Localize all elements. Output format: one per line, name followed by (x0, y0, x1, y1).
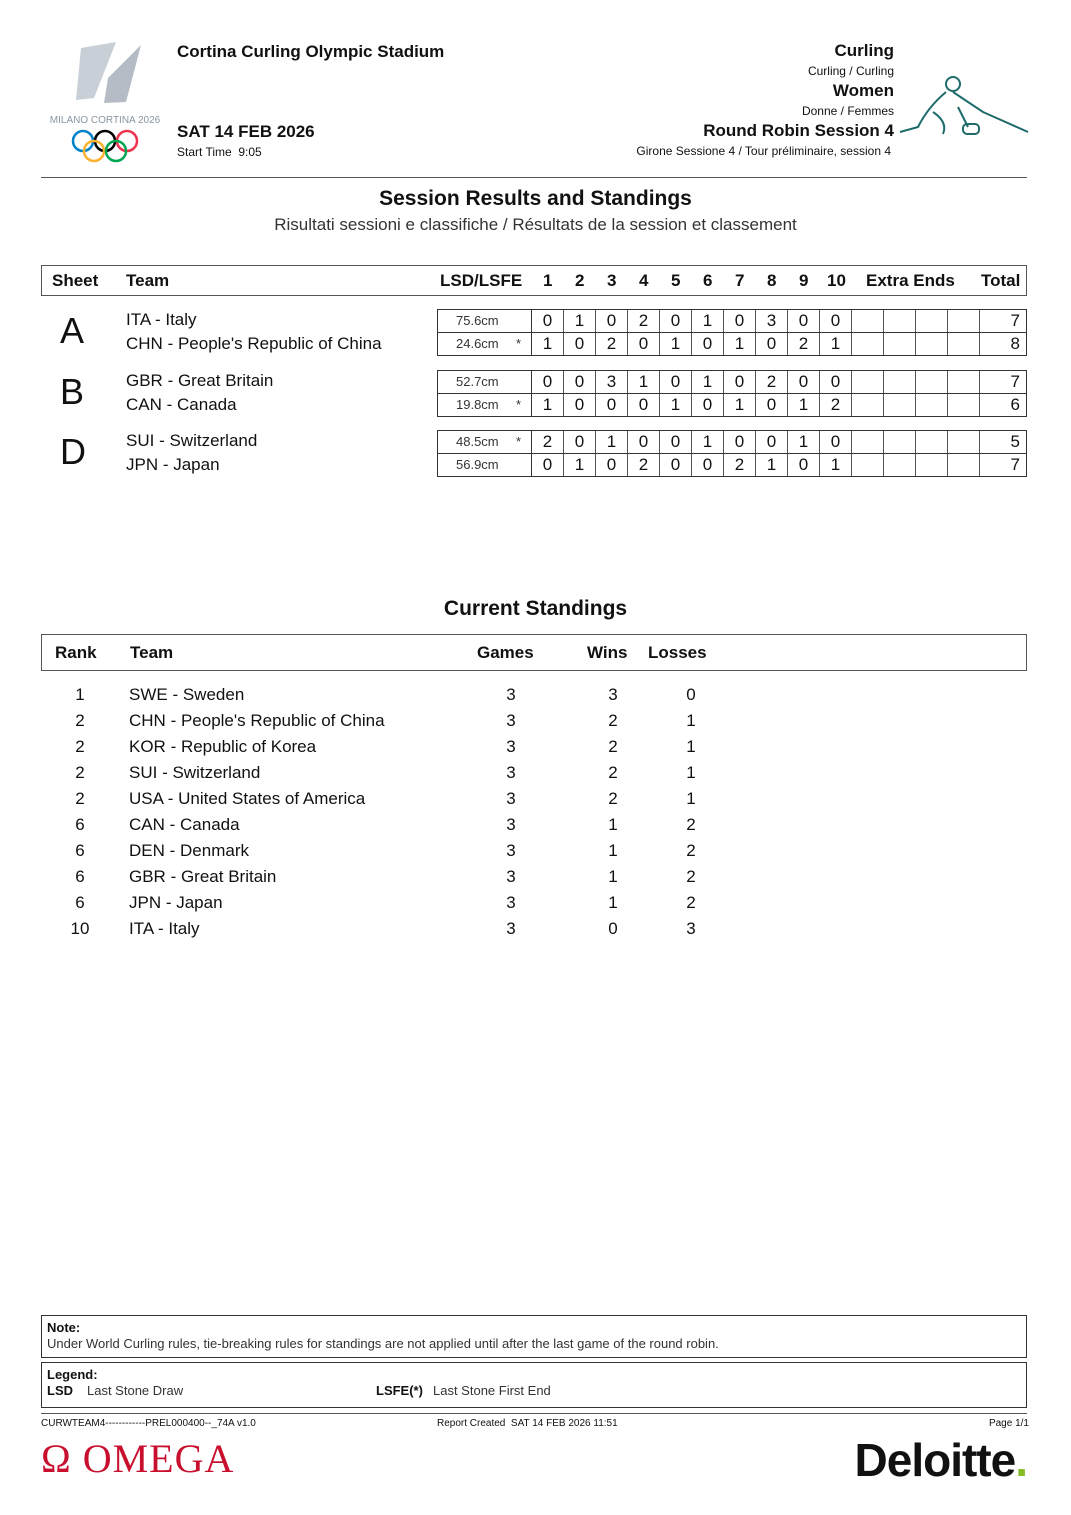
end-header: 7 (735, 271, 745, 290)
end-score: 3 (596, 371, 628, 393)
standings-row: 6 JPN - Japan 3 1 2 (75, 893, 696, 912)
end-score: 0 (564, 431, 596, 453)
end-score: 0 (692, 454, 724, 476)
note-box: Note: Under World Curling rules, tie-breaking rules for standings are not applied until after the last game of the round robin. (41, 1315, 1027, 1358)
standings-team: SUI - Switzerland (129, 763, 261, 782)
end-header: 1 (543, 271, 553, 290)
standings-row: 1 SWE - Sweden 3 3 0 (75, 685, 696, 704)
end-score: 0 (660, 431, 692, 453)
end-score: 0 (532, 371, 564, 393)
sheet-letter: B (60, 371, 85, 412)
end-score: 0 (724, 310, 756, 332)
end-score: 1 (660, 333, 692, 355)
team-name: SUI - Switzerland (126, 431, 258, 450)
milano-cortina-logo: MILANO CORTINA 2026 (40, 40, 170, 172)
page-number: Page 1/1 (988, 1418, 1029, 1429)
total-score: 7 (1010, 372, 1020, 391)
end-score: 0 (820, 371, 852, 393)
end-score: 0 (596, 454, 628, 476)
end-score: 0 (756, 333, 788, 355)
end-header: 9 (799, 271, 809, 290)
end-score: 0 (788, 454, 820, 476)
extra-end-cell (884, 371, 916, 393)
standings-row: 6 GBR - Great Britain 3 1 2 (75, 867, 696, 886)
score-row: 19.8cm * 1 0 0 0 1 0 1 0 1 2 6 (437, 394, 1027, 417)
date: SAT 14 FEB 2026 (177, 122, 315, 141)
venue: Cortina Curling Olympic Stadium (177, 42, 445, 61)
end-score: 0 (820, 310, 852, 332)
end-header: 2 (575, 271, 585, 290)
end-score: 2 (596, 333, 628, 355)
end-score: 0 (628, 333, 660, 355)
end-score: 0 (692, 333, 724, 355)
report-code: CURWTEAM4------------PREL000400--_74A v1.0 (41, 1418, 256, 1429)
end-score: 0 (628, 431, 660, 453)
deloitte-logo: Deloitte. (854, 1434, 1027, 1486)
standings-team: JPN - Japan (129, 893, 223, 912)
score-row: 52.7cm 0 0 3 1 0 1 0 2 0 0 7 (437, 370, 1027, 394)
standings-team: ITA - Italy (129, 919, 200, 938)
end-score: 1 (820, 454, 852, 476)
end-score: 0 (660, 310, 692, 332)
extra-end-cell (916, 371, 948, 393)
standings-team: GBR - Great Britain (129, 867, 277, 886)
end-score: 0 (596, 310, 628, 332)
extra-end-cell (948, 454, 980, 476)
event-info: Curling Curling / Curling Women Donne / Femmes Round Robin Session 4 Girone Sessione 4 / Tour préliminaire, session 4 (636, 41, 894, 158)
end-score: 1 (692, 431, 724, 453)
end-score: 1 (788, 431, 820, 453)
standings-team: SWE - Sweden (129, 685, 245, 704)
end-header: 4 (639, 271, 649, 290)
end-score: 1 (820, 333, 852, 355)
end-score: 0 (788, 371, 820, 393)
curling-pictogram-icon (898, 72, 1030, 138)
start-time: Start Time 9:05 (177, 145, 262, 159)
end-score: 2 (756, 371, 788, 393)
extra-end-cell (916, 454, 948, 476)
omega-logo: Ω OMEGA (41, 1436, 235, 1481)
total-score: 7 (1010, 311, 1020, 330)
end-score: 1 (564, 454, 596, 476)
score-row: 24.6cm * 1 0 2 0 1 0 1 0 2 1 8 (437, 333, 1027, 356)
end-header: 6 (703, 271, 713, 290)
end-score: 1 (532, 394, 564, 416)
end-score: 0 (660, 454, 692, 476)
standings-row: 2 USA - United States of America 3 2 1 (75, 789, 696, 808)
standings-team: USA - United States of America (129, 789, 366, 808)
sheet-letter: D (60, 431, 86, 472)
extra-end-cell (916, 333, 948, 355)
end-score: 1 (660, 394, 692, 416)
end-score: 2 (724, 454, 756, 476)
end-score: 1 (756, 454, 788, 476)
end-score: 1 (564, 310, 596, 332)
end-score: 0 (596, 394, 628, 416)
end-score: 0 (660, 371, 692, 393)
end-score: 0 (532, 454, 564, 476)
extra-end-cell (852, 454, 884, 476)
end-score: 0 (532, 310, 564, 332)
extra-end-cell (884, 431, 916, 453)
standings-team: CHN - People's Republic of China (129, 711, 385, 730)
extra-end-cell (852, 431, 884, 453)
standings-row: 6 DEN - Denmark 3 1 2 (75, 841, 696, 860)
page-title: Session Results and Standings (379, 187, 692, 210)
extra-end-cell (948, 371, 980, 393)
standings-row: 2 SUI - Switzerland 3 2 1 (75, 763, 696, 782)
standings-team: DEN - Denmark (129, 841, 249, 860)
extra-end-cell (948, 431, 980, 453)
end-score: 1 (596, 431, 628, 453)
extra-end-cell (884, 394, 916, 416)
extra-end-cell (948, 310, 980, 332)
end-header: 10 (827, 271, 846, 290)
standings-row: 2 KOR - Republic of Korea 3 2 1 (75, 737, 696, 756)
end-score: 1 (692, 371, 724, 393)
score-row: 56.9cm 0 1 0 2 0 0 2 1 0 1 7 (437, 454, 1027, 477)
team-name: GBR - Great Britain (126, 371, 274, 390)
end-header: 5 (671, 271, 681, 290)
end-score: 0 (692, 394, 724, 416)
results-header: Sheet Team LSD/LSFE Extra Ends Total 1 2 3 4 5 6 7 8 9 10 (52, 271, 1021, 290)
end-score: 0 (756, 431, 788, 453)
extra-end-cell (852, 310, 884, 332)
extra-end-cell (948, 333, 980, 355)
team-name: CHN - People's Republic of China (126, 334, 382, 353)
end-header: 8 (767, 271, 777, 290)
extra-end-cell (884, 310, 916, 332)
total-score: 8 (1010, 334, 1020, 353)
total-score: 7 (1010, 455, 1020, 474)
standings-row: 2 CHN - People's Republic of China 3 2 1 (75, 711, 696, 730)
total-score: 5 (1010, 432, 1020, 451)
extra-end-cell (852, 333, 884, 355)
end-score: 0 (724, 371, 756, 393)
end-score: 0 (564, 394, 596, 416)
team-name: CAN - Canada (126, 395, 237, 414)
olympic-rings-icon (40, 127, 170, 167)
end-score: 2 (628, 310, 660, 332)
end-score: 1 (628, 371, 660, 393)
end-score: 2 (820, 394, 852, 416)
extra-end-cell (948, 394, 980, 416)
end-score: 1 (724, 333, 756, 355)
extra-end-cell (916, 431, 948, 453)
standings-row: 6 CAN - Canada 3 1 2 (75, 815, 696, 834)
extra-end-cell (916, 310, 948, 332)
standings-title: Current Standings (443, 597, 628, 620)
standings-row: 10 ITA - Italy 3 0 3 (70, 919, 696, 938)
end-score: 2 (628, 454, 660, 476)
end-score: 0 (628, 394, 660, 416)
standings-header: Rank Team Games Wins Losses (55, 643, 707, 662)
end-score: 2 (532, 431, 564, 453)
end-score: 0 (724, 431, 756, 453)
score-row: 48.5cm * 2 0 1 0 0 1 0 0 1 0 5 (437, 430, 1027, 454)
end-score: 1 (724, 394, 756, 416)
end-score: 0 (756, 394, 788, 416)
end-score: 0 (788, 310, 820, 332)
legend-box: Legend: LSD Last Stone Draw LSFE(*) Last Stone First End (41, 1362, 1027, 1408)
extra-end-cell (916, 394, 948, 416)
end-score: 2 (788, 333, 820, 355)
score-row: 75.6cm 0 1 0 2 0 1 0 3 0 0 7 (437, 309, 1027, 333)
end-score: 1 (692, 310, 724, 332)
standings-team: CAN - Canada (129, 815, 240, 834)
extra-end-cell (884, 333, 916, 355)
end-score: 0 (564, 371, 596, 393)
end-score: 0 (564, 333, 596, 355)
extra-end-cell (852, 371, 884, 393)
team-name: ITA - Italy (126, 310, 197, 329)
standings-team: KOR - Republic of Korea (129, 737, 317, 756)
extra-end-cell (884, 454, 916, 476)
team-name: JPN - Japan (126, 455, 220, 474)
end-header: 3 (607, 271, 617, 290)
total-score: 6 (1010, 395, 1020, 414)
end-score: 1 (788, 394, 820, 416)
page-subtitle: Risultati sessioni e classifiche / Résultats de la session et classement (274, 215, 797, 234)
end-score: 3 (756, 310, 788, 332)
end-score: 0 (820, 431, 852, 453)
report-created: Report Created SAT 14 FEB 2026 11:51 (437, 1418, 618, 1429)
end-score: 1 (532, 333, 564, 355)
extra-end-cell (852, 394, 884, 416)
sheet-letter: A (60, 310, 85, 351)
